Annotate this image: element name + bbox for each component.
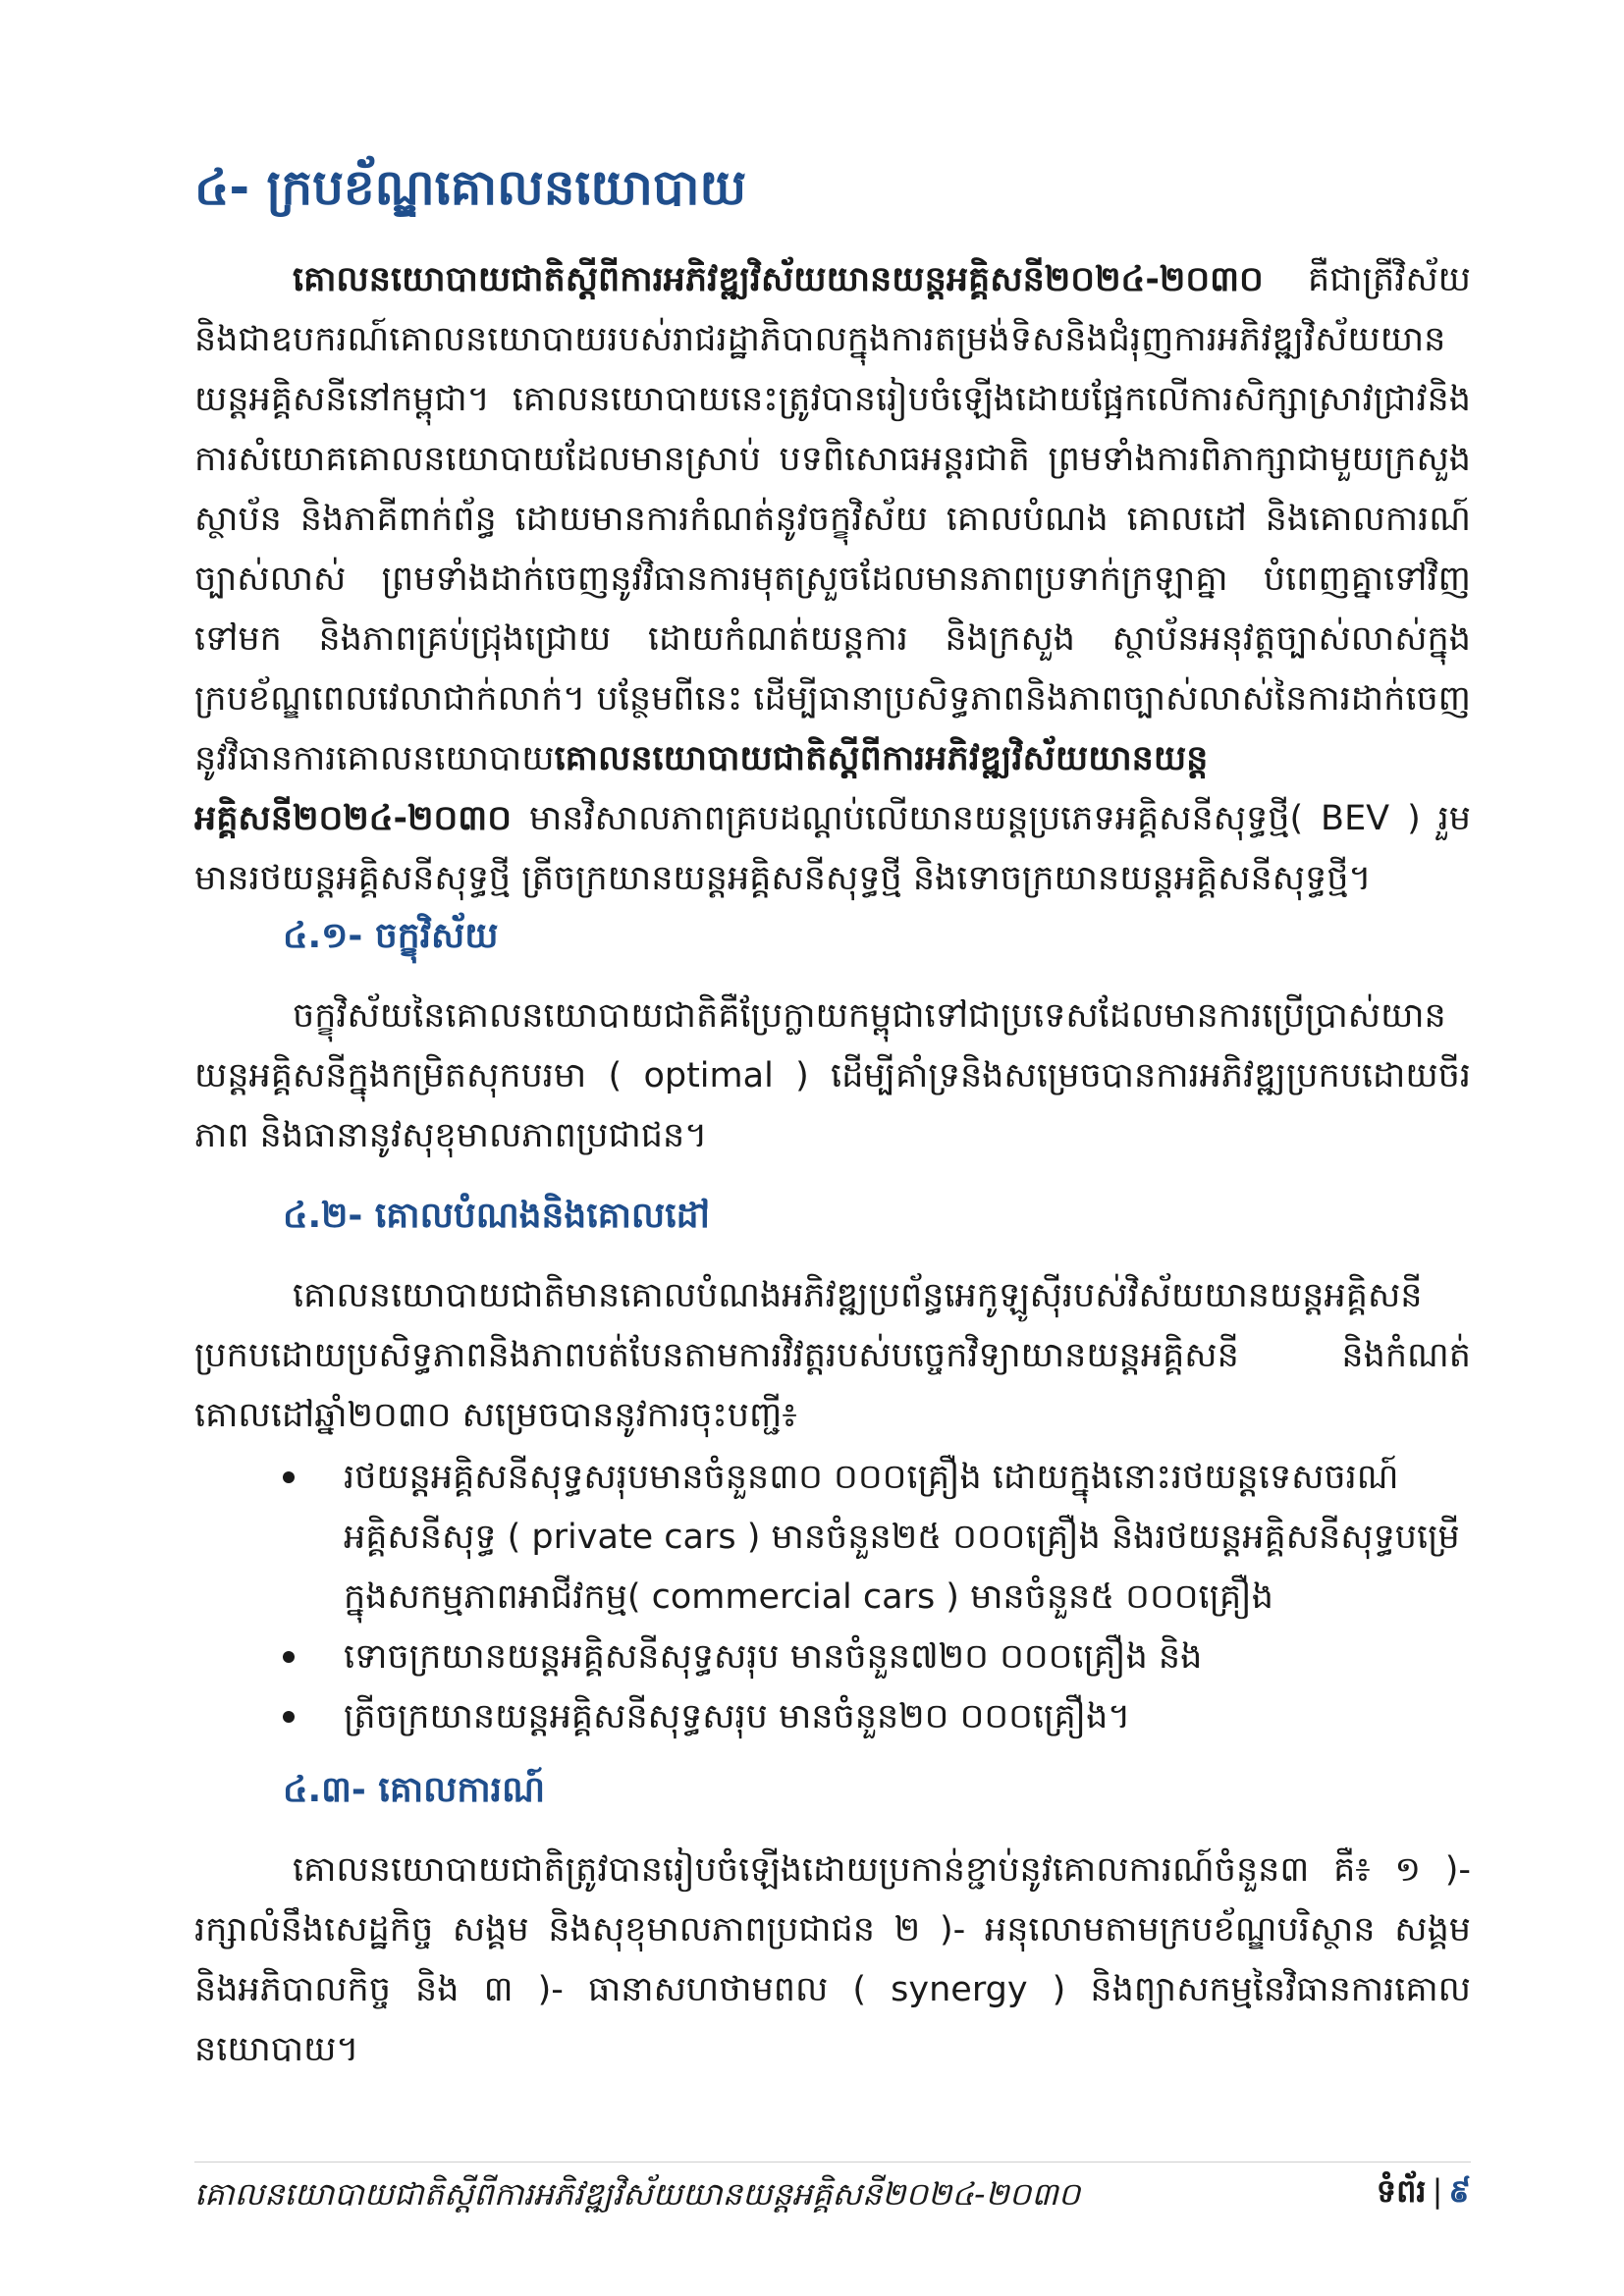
targets-list [344, 1448, 1473, 1747]
list-item: ទោចក្រយានយន្តអគ្គិសនីសុទ្ធសរុប មានចំនួន៧២០ ០០០គ្រឿង និង [344, 1628, 1473, 1687]
intro-mid-bold: គោលនយោបាយជាតិស្តីពីការអភិវឌ្ឍវិស័យយានយន្តអគ្គិសនី២០២៤-២០៣០ [194, 739, 1209, 838]
page-separator: | [1432, 2172, 1443, 2210]
bullet-icon [283, 1711, 295, 1723]
list-item: រថយន្តអគ្គិសនីសុទ្ធសរុបមានចំនួន៣០ ០០០គ្រឿង ដោយក្នុងនោះរថយន្តទេសចរណ៍អគ្គិសនីសុទ្ធ ( private cars ) មានចំនួន២៥ ០០០គ្រឿង និងរថយន្តអគ្គិសនីសុទ្ធបម្រើក្នុងសកម្មភាពអាជីវកម្ម( commercial cars ) មានចំនួន៥ ០០០គ្រឿង [344, 1448, 1473, 1628]
principles-text: គោលនយោបាយជាតិត្រូវបានរៀបចំឡើងដោយប្រកាន់ខ្ជាប់នូវគោលការណ៍ចំនួន៣ គឺ៖ ១ )- រក្សាលំនឹងសេដ្ឋកិច្ច សង្គម និងសុខុមាលភាពប្រជាជន ២ )- អនុលោមតាមក្របខ័ណ្ឌបរិស្ថាន សង្គម និងអភិបាលកិច្ច និង ៣ )- ធានាសហថាមពល ( synergy ) និងព្យាសកម្មនៃវិធានការគោលនយោបាយ។ [194, 1850, 1471, 2069]
vision-text: ចក្ខុវិស័យនៃគោលនយោបាយជាតិគឺប្រែក្លាយកម្ពុជាទៅជាប្រទេសដែលមានការប្រើប្រាស់យានយន្តអគ្គិសនីក្នុងកម្រិតសុកបរមា ( optimal ) ដើម្បីគាំទ្រនិងសម្រេចបានការអភិវឌ្ឍប្រកបដោយចីរភាព និងធានានូវសុខុមាលភាពប្រជាជន។ [194, 996, 1471, 1155]
intro-text-1: គឺជាត្រីវិស័យនិងជាឧបករណ៍គោលនយោបាយរបស់រាជរដ្ឋាភិបាលក្នុងការតម្រង់ទិសនិងជំរុញការអភិវឌ្ឍវិស័យយានយន្តអគ្គិសនីនៅកម្ពុជា។ គោលនយោបាយនេះត្រូវបានរៀបចំឡើងដោយផ្អែកលើការសិក្សាស្រាវជ្រាវនិងការសំយោគគោលនយោបាយដែលមានស្រាប់ បទពិសោធអន្តរជាតិ ព្រមទាំងការពិភាក្សាជាមួយក្រសួង ស្ថាប័ន និងភាគីពាក់ព័ន្ធ ដោយមានការកំណត់នូវចក្ខុវិស័យ គោលបំណង គោលដៅ និងគោលការណ៍ច្បាស់លាស់ ព្រមទាំងដាក់ចេញនូវវិធានការមុតស្រួចដែលមានភាពប្រទាក់ក្រឡាគ្នា បំពេញគ្នាទៅវិញទៅមក និងភាពគ្រប់ជ្រុងជ្រោយ ដោយកំណត់យន្តការ និងក្រសួង ស្ថាប័នអនុវត្តច្បាស់លាស់ក្នុងក្របខ័ណ្ឌពេលវេលាជាក់លាក់។ បន្ថែមពីនេះ ដើម្បីធានាប្រសិទ្ធភាពនិងភាពច្បាស់លាស់នៃការដាក់ចេញនូវវិធានការគោលនយោបាយ [194, 260, 1471, 778]
subheading-principles: ៤.៣- គោលការណ៍ [283, 1770, 546, 1810]
footer-page-indicator [1377, 2171, 1471, 2217]
page-number: ៩ [1448, 2172, 1471, 2210]
section-heading: ៤- ក្របខ័ណ្ឌគោលនយោបាយ [194, 159, 747, 216]
principles-paragraph [194, 1841, 1471, 2080]
list-item: ត្រីចក្រយានយន្តអគ្គិសនីសុទ្ធសរុប មានចំនួន២០ ០០០គ្រឿង។ [344, 1687, 1473, 1747]
intro-text-2: មានវិសាលភាពគ្របដណ្តប់លើយានយន្តប្រភេទអគ្គិសនីសុទ្ធថ្មី( BEV ) រួមមានរថយន្តអគ្គិសនីសុទ្ធថ្មី ត្រីចក្រយានយន្តអគ្គិសនីសុទ្ធថ្មី និងទោចក្រយានយន្តអគ្គិសនីសុទ្ធថ្មី។ [194, 799, 1471, 898]
bullet-icon [283, 1471, 295, 1483]
objectives-text: គោលនយោបាយជាតិមានគោលបំណងអភិវឌ្ឍប្រព័ន្ធអេកូឡូស៊ីរបស់វិស័យយានយន្តអគ្គិសនីប្រកបដោយប្រសិទ្ធភាពនិងភាពបត់បែនតាមការវិវត្តរបស់បច្ចេកវិទ្យាយានយន្តអគ្គិសនី និងកំណត់គោលដៅឆ្នាំ២០៣០ សម្រេចបាននូវការចុះបញ្ជី៖ [194, 1276, 1471, 1435]
page-label: ទំព័រ [1376, 2172, 1427, 2210]
subheading-vision: ៤.១- ចក្ខុវិស័យ [283, 916, 499, 956]
objectives-paragraph [194, 1266, 1471, 1446]
intro-paragraph [194, 250, 1471, 909]
bullet-icon [283, 1651, 295, 1663]
footer-document-title: គោលនយោបាយជាតិស្តីពីការអភិវឌ្ឍវិស័យយានយន្តអគ្គិសនី២០២៤-២០៣០ [194, 2175, 1081, 2213]
subheading-objectives: ៤.២- គោលបំណងនិងគោលដៅ [283, 1196, 710, 1236]
footer-divider [194, 2162, 1471, 2163]
intro-lead-bold: គោលនយោបាយជាតិស្តីពីការអភិវឌ្ឍវិស័យយានយន្តអគ្គិសនី២០២៤-២០៣០ [293, 260, 1264, 299]
vision-paragraph [194, 987, 1471, 1166]
